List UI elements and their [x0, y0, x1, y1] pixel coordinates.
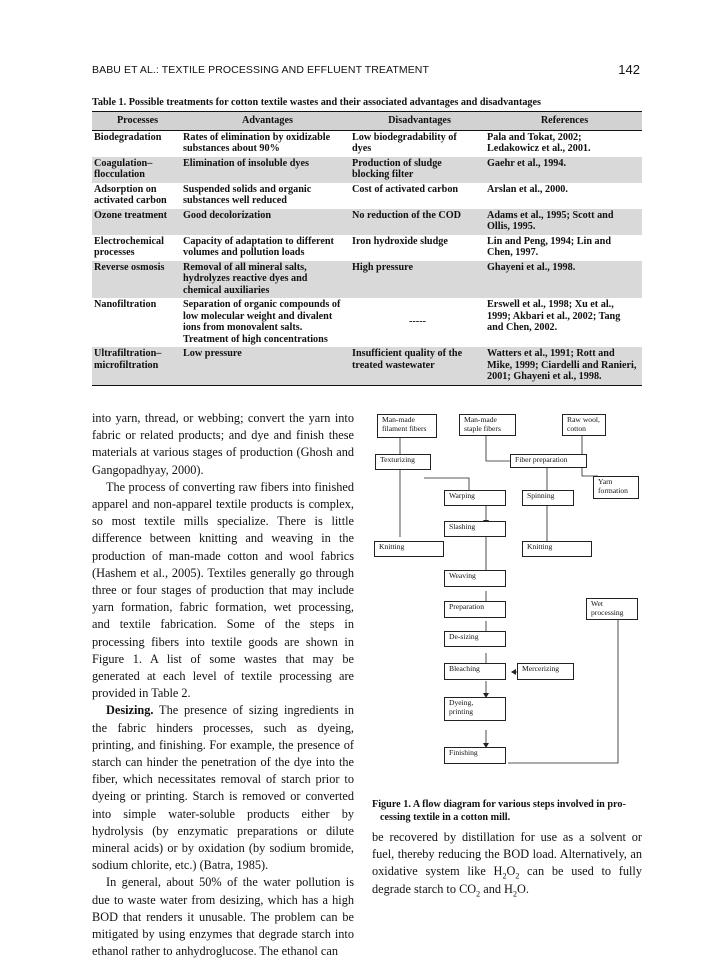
treatments-table	[92, 111, 642, 386]
cell-line: Electrochemical	[94, 235, 164, 247]
node-preparation	[444, 601, 506, 618]
paragraph: The process of converting raw fibers into finished apparel and non-apparel textile products is complex, so most textile mills specialize. There is little difference between knitting and weaving in the production of man-made cotton and wool fabrics (Hashem et al., 2005). Textiles generally go through three or four stages of production that may include yarn formation, fabric formation, wet processing, and textile fabrication. Some of the steps in processing fibers into textile goods are shown in Figure 1. A list of some wastes that may be generated at each level of textile processing are provided in Table 2.	[92, 479, 354, 701]
cell-disadvantages	[352, 347, 487, 385]
cell-line: flocculation	[94, 169, 145, 180]
table-caption: Table 1. Possible treatments for cotton textile wastes and their associated advantages and disadvantages	[92, 97, 542, 108]
node-yarn-formation	[593, 476, 639, 499]
text-run: can be used to fully degrade starch to CO	[372, 864, 642, 896]
table-row	[92, 209, 642, 235]
node-dyeing-printing	[444, 697, 506, 721]
cell-line: activated carbon	[94, 195, 167, 206]
node-fiber-preparation	[510, 454, 587, 468]
cell-line: Removal of all mineral salts,	[183, 261, 307, 273]
table-row	[92, 235, 642, 261]
cell-line: microfiltration	[94, 359, 159, 371]
cell-line: Suspended solids and organic	[183, 183, 312, 195]
cell-references	[487, 235, 642, 261]
table-row	[92, 183, 642, 209]
cell-advantages	[183, 347, 352, 385]
node-de-sizing	[444, 631, 506, 647]
table-row	[92, 261, 642, 299]
node-label: Man-made	[382, 415, 415, 424]
cell-process	[92, 157, 183, 183]
table-header-row	[92, 112, 642, 131]
cell-line: Production of sludge	[352, 157, 442, 169]
cell-disadvantages	[352, 235, 487, 261]
cell-line: Nanofiltration	[94, 299, 157, 310]
cell-process	[92, 298, 183, 347]
column-header-advantages: Advantages	[183, 112, 352, 131]
cell-line: Mike, 1999; Ciardelli and Ranieri,	[487, 359, 637, 371]
node-label: Texturizing	[380, 455, 415, 464]
cell-process	[92, 261, 183, 299]
cell-line: Watters et al., 1991; Rott and	[487, 348, 615, 359]
node-raw-wool-cotton	[562, 414, 606, 436]
cell-disadvantages	[352, 261, 487, 299]
cell-line: Ghayeni et al., 1998.	[487, 261, 576, 273]
cell-disadvantages	[352, 183, 487, 209]
column-header-disadvantages: Disadvantages	[352, 112, 487, 131]
flow-diagram	[372, 410, 642, 770]
cell-line: Chen, 1997.	[487, 247, 539, 258]
cell-line: processes	[94, 247, 135, 258]
cell-disadvantages	[352, 157, 487, 183]
text-run: O.	[516, 881, 529, 896]
node-label: Knitting	[379, 542, 405, 551]
cell-line: 2001; Ghayeni et al., 1998.	[487, 371, 602, 382]
cell-process	[92, 235, 183, 261]
node-wet-processing	[586, 598, 638, 620]
cell-line: High pressure	[352, 261, 414, 273]
cell-line: Ollis, 1995.	[487, 221, 536, 232]
node-man-made-staple-fibers	[459, 414, 516, 436]
node-label: Spinning	[527, 491, 555, 500]
column-header-references: References	[487, 112, 642, 131]
cell-line: treated wastewater	[352, 359, 435, 371]
cell-disadvantages	[352, 130, 487, 157]
node-warping	[444, 490, 506, 506]
cell-advantages	[183, 130, 352, 157]
node-label: Wet	[591, 599, 604, 608]
cell-line: Arslan et al., 2000.	[487, 183, 568, 195]
cell-advantages	[183, 209, 352, 235]
cell-line: Gaehr et al., 1994.	[487, 157, 567, 169]
node-label: processing	[591, 607, 624, 617]
node-label: Finishing	[449, 748, 478, 757]
cell-advantages	[183, 235, 352, 261]
cell-line: Iron hydroxide sludge	[352, 235, 448, 247]
cell-line: Good decolorization	[183, 209, 272, 221]
node-label: Knitting	[527, 542, 553, 551]
cell-line: Erswell et al., 1998; Xu et al.,	[487, 299, 614, 310]
cell-advantages	[183, 261, 352, 299]
paragraph-body: The presence of sizing ingredients in the fabric hinders processes, such as dyeing, printing, and finishing. For example, the presence of starch can hinder the penetration of the dye into the fiber, which necessitates removal of starch prior to dyeing or printing. Starch is removed or converted into simple water-soluble products either by hydrolysis (by enzymatic preparations or dilute mineral acids) or by oxidation (by sodium bromide, sodium chlorite, etc.) (Batra, 1985).	[92, 703, 354, 873]
node-label: Slashing	[449, 522, 476, 531]
cell-process	[92, 183, 183, 209]
node-mercerizing	[517, 663, 574, 680]
left-column-text	[92, 410, 354, 961]
node-slashing	[444, 521, 506, 537]
cell-line: Ozone treatment	[94, 209, 168, 221]
cell-line: Adsorption on	[94, 183, 157, 195]
paragraph	[92, 702, 354, 874]
table-row	[92, 347, 642, 385]
cell-references	[487, 157, 642, 183]
cell-advantages	[183, 298, 352, 347]
node-label: Fiber preparation	[515, 455, 568, 464]
cell-line: Capacity of adaptation to different	[183, 235, 334, 247]
right-column-text	[372, 829, 642, 898]
text-run: and H	[480, 881, 513, 896]
text-run: O	[506, 864, 516, 879]
cell-line: low molecular weight and divalent	[183, 310, 333, 322]
cell-line: Rates of elimination by oxidizable	[183, 131, 331, 143]
cell-line: 1999; Akbari et al., 2002; Tang	[487, 310, 621, 322]
node-label: Man-made	[464, 415, 497, 424]
cell-line: Ledakowicz et al., 2001.	[487, 143, 591, 154]
node-label: Mercerizing	[522, 664, 560, 673]
node-bleaching	[444, 663, 506, 680]
cell-line: Biodegradation	[94, 131, 162, 143]
subscript: 2	[515, 871, 520, 881]
text-run: be recovered by distillation for use as a solvent or fuel, thereby reducing the BOD load. Alternatively, an oxidative system like H	[372, 830, 642, 879]
cell-line: blocking filter	[352, 169, 414, 180]
paragraph: into yarn, thread, or webbing; convert the yarn into fabric or related products; and dye and finish these materials at various stages of production (Ghosh and Gangopadhyay, 2000).	[92, 411, 354, 477]
cell-line: Treatment of high concentrations	[183, 333, 328, 345]
node-label: Yarn	[598, 477, 613, 486]
figure-caption-line: Figure 1. A flow diagram for various steps involved in pro-	[372, 799, 626, 810]
table-row	[92, 298, 642, 347]
cell-line: Lin and Peng, 1994; Lin and	[487, 235, 611, 247]
cell-line: Cost of activated carbon	[352, 183, 459, 195]
cell-disadvantages	[352, 209, 487, 235]
column-header-processes: Processes	[92, 112, 183, 131]
node-man-made-filament-fibers	[377, 414, 437, 438]
cell-line: Low biodegradability of	[352, 131, 457, 143]
node-label: De-sizing	[449, 632, 479, 641]
table-row	[92, 157, 642, 183]
cell-process	[92, 347, 183, 385]
cell-process	[92, 130, 183, 157]
section-heading-desizing: Desizing.	[106, 703, 154, 718]
node-label: cotton	[567, 423, 586, 433]
node-finishing	[444, 747, 506, 764]
node-label: Preparation	[449, 602, 485, 611]
page-number: 142	[618, 62, 640, 77]
running-title: BABU ET AL.: TEXTILE PROCESSING AND EFFLUENT TREATMENT	[92, 64, 430, 76]
node-label: printing	[449, 706, 474, 716]
cell-line: Insufficient quality of the	[352, 348, 463, 359]
subscript: 2	[476, 889, 481, 899]
node-label: staple fibers	[464, 423, 501, 433]
cell-references	[487, 183, 642, 209]
node-label: filament fibers	[382, 423, 427, 433]
figure-caption-line: cessing textile in a cotton mill.	[380, 812, 511, 823]
node-spinning	[522, 490, 574, 506]
node-knitting-right	[522, 541, 592, 557]
node-weaving	[444, 570, 506, 587]
cell-line: Low pressure	[183, 348, 242, 359]
cell-line: ions from monovalent salts.	[183, 322, 303, 333]
cell-line: -----	[409, 316, 426, 328]
node-label: Raw wool,	[567, 415, 600, 424]
cell-line: chemical auxiliaries	[183, 284, 270, 296]
subscript: 2	[512, 889, 517, 899]
cell-advantages	[183, 157, 352, 183]
cell-line: Coagulation–	[94, 157, 153, 169]
cell-line: Pala and Tokat, 2002;	[487, 131, 582, 143]
paragraph: In general, about 50% of the water pollution is due to waste water from desizing, which has a high BOD that renders it unusable. The problem can be mitigated by using enzymes that degrade starch into ethanol rather to anhydroglucose. The ethanol can	[92, 875, 354, 959]
cell-line: Separation of organic compounds of	[183, 299, 341, 310]
node-label: Dyeing,	[449, 698, 474, 707]
running-header	[92, 62, 640, 78]
cell-references	[487, 130, 642, 157]
cell-line: hydrolyzes reactive dyes and	[183, 273, 308, 284]
cell-references	[487, 347, 642, 385]
cell-line: and Chen, 2002.	[487, 322, 558, 333]
node-label: Weaving	[449, 571, 476, 580]
cell-line: No reduction of the COD	[352, 209, 462, 221]
cell-line: Ultrafiltration–	[94, 348, 162, 359]
node-label: formation	[598, 485, 628, 495]
cell-line: volumes and pollution loads	[183, 247, 305, 258]
cell-references	[487, 261, 642, 299]
cell-line: Adams et al., 1995; Scott and	[487, 209, 614, 221]
node-label: Bleaching	[449, 664, 480, 673]
cell-process	[92, 209, 183, 235]
cell-line: Elimination of insoluble dyes	[183, 157, 309, 169]
cell-line: substances well reduced	[183, 195, 287, 206]
node-texturizing	[375, 454, 431, 470]
figure-caption	[372, 798, 644, 824]
cell-line: dyes	[352, 143, 372, 154]
cell-disadvantages	[352, 298, 487, 347]
cell-advantages	[183, 183, 352, 209]
cell-references	[487, 298, 642, 347]
cell-references	[487, 209, 642, 235]
node-label: Warping	[449, 491, 475, 500]
cell-line: Reverse osmosis	[94, 261, 165, 273]
cell-line: substances about 90%	[183, 143, 280, 154]
table-row	[92, 130, 642, 157]
subscript: 2	[502, 871, 507, 881]
node-knitting-left	[374, 541, 444, 557]
